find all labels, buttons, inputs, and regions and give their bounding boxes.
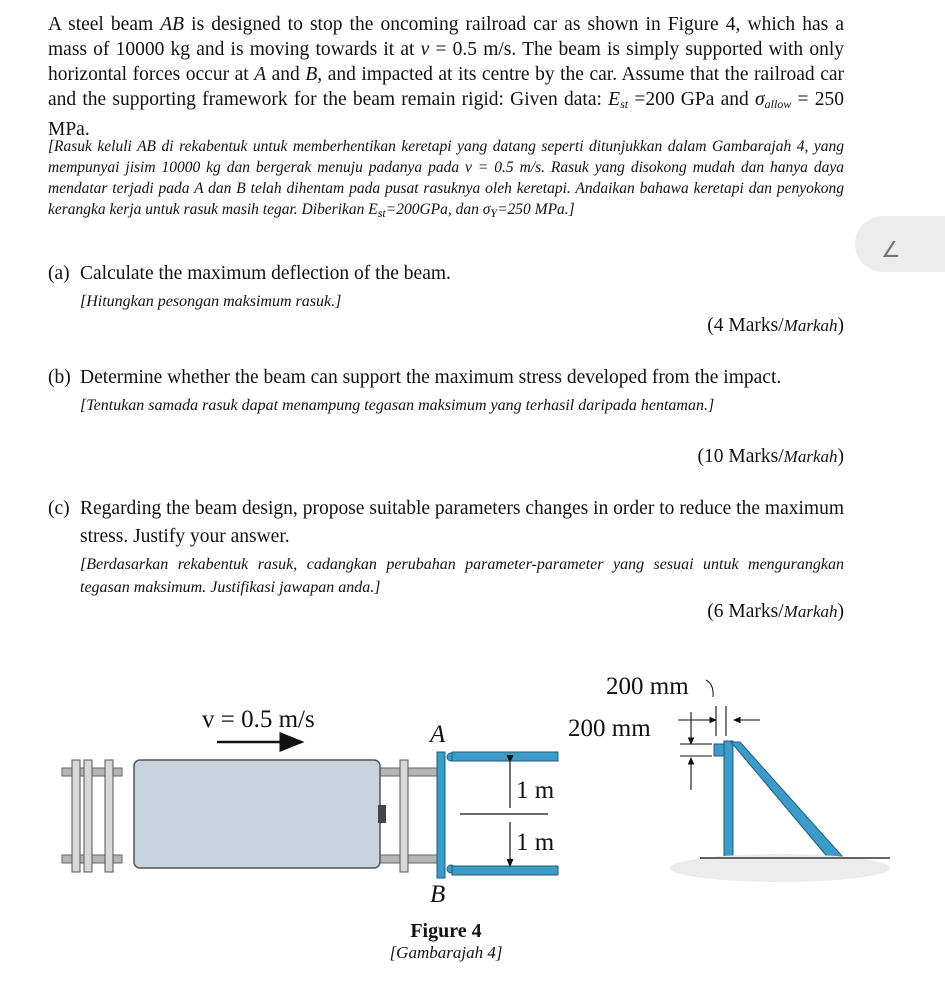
problem-statement-ms: [Rasuk keluli AB di rekabentuk untuk memberhentikan keretapi yang datang seperti ditunjukkan dalam Gambarajah 4, yang mempunyai jisim 10000 kg dan bergerak menuju padanya pada v = 0.5 m/s. Rasuk yang disokong mudah dan hanya daya mendatar terjadi pada A dan B telah dihentam pada pusat rasuknya oleh keretapi. Andaikan bahawa keretapi dan penyokong kerangka kerja untuk rasuk masih tegar. Diberikan $E_{st}=200GPa$, dan $\sigma_Y=250$ MPa.] — [48, 138, 844, 220]
question-label: (a) — [48, 263, 70, 284]
problem-statement-en: A steel beam AB is designed to stop the oncoming railroad car as shown in Figure 4, which has a mass of 10000 kg and is moving towards it at v = 0.5 m/s. The beam is simply supported with only horizontal forces occur at A and B, and impacted at its centre by the car. Assume that the railroad car and the supporting framework for the beam remain rigid: Given data: $E_{st} =200$ GPa and $\sigma_{allow} = 250$ MPa. — [48, 14, 845, 140]
velocity-label: v = 0.5 m/s — [202, 706, 315, 733]
beam-section — [714, 744, 725, 756]
side-post — [724, 741, 733, 859]
dim-label-top: 1 m — [516, 777, 555, 804]
question-label: (c) — [48, 498, 70, 519]
marks-a: (4 Marks/Markah) — [707, 315, 844, 336]
question-label: (b) — [48, 367, 71, 388]
beam-ab — [437, 752, 445, 878]
marks-c: (6 Marks/Markah) — [707, 601, 844, 622]
dim-label-bottom: 1 m — [516, 829, 555, 856]
question-text-ms: [Tentukan samada rasuk dapat menampung tegasan maksimum yang terhasil daripada hentaman.] — [80, 397, 715, 414]
marks-b: (10 Marks/Markah) — [697, 446, 844, 467]
question-text: Determine whether the beam can support the maximum stress developed from the impact. — [80, 367, 782, 388]
figure-caption-ms: [Gambarajah 4] — [389, 943, 503, 962]
angle-icon: ∠ — [881, 238, 901, 263]
side-brace — [731, 742, 842, 860]
question-text: Regarding the beam design, propose suitable parameters changes in order to reduce the maximum stress. Justify your answer. — [80, 498, 844, 547]
section-width-label: 200 mm — [606, 673, 689, 700]
label-b: B — [430, 881, 446, 908]
frame-arm-top — [452, 752, 558, 761]
railroad-car — [134, 760, 380, 868]
section-height-label: 200 mm — [568, 715, 651, 742]
figure-caption: Figure 4 — [410, 920, 482, 942]
question-text-ms: [Hitungkan pesongan maksimum rasuk.] — [80, 293, 342, 310]
question-text: Calculate the maximum deflection of the beam. — [80, 263, 451, 284]
label-a: A — [430, 721, 446, 748]
car-bumper — [378, 805, 386, 823]
leader-line — [706, 680, 713, 697]
frame-arm-bottom — [452, 866, 558, 875]
question-text-ms: [Berdasarkan rekabentuk rasuk, cadangkan perubahan parameter-parameter yang sesuai untuk mengurangkan tegasan maksimum. Justifikasi jawapan anda.] — [80, 556, 844, 596]
